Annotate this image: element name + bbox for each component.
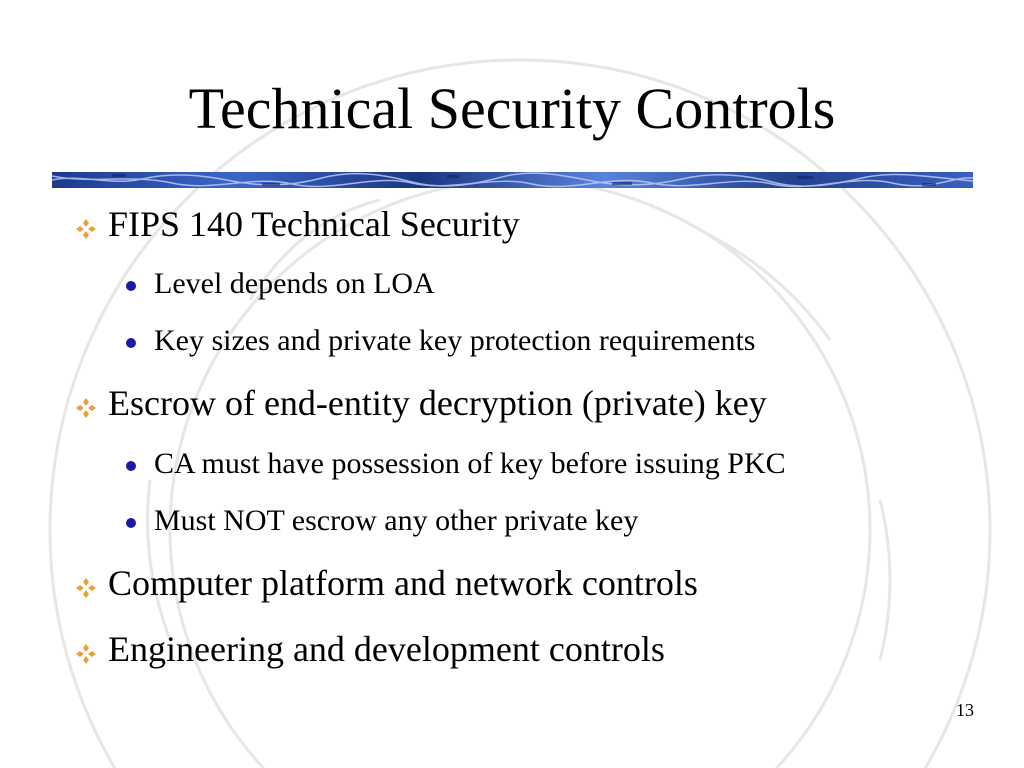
sub-bullet-text: Must NOT escrow any other private key [154,504,639,537]
dot-bullet-icon [126,518,136,528]
page-number: 13 [956,700,974,720]
sub-bullet-text: Key sizes and private key protection requirements [154,324,756,357]
diamond-bullet-icon [74,642,98,666]
sub-bullet-text: CA must have possession of key before issuing PKC [154,447,786,480]
dot-bullet-icon [126,281,136,291]
sub-bullet-text: Level depends on LOA [154,267,435,300]
bullet-text: Escrow of end-entity decryption (private) key [108,383,767,423]
diamond-bullet-icon [74,396,98,420]
diamond-bullet-icon [74,576,98,600]
bullet-text: Engineering and development controls [108,629,665,669]
bullet-text: Computer platform and network controls [108,563,698,603]
slide-title: Technical Security Controls [188,76,836,141]
dot-bullet-icon [126,338,136,348]
bullet-text: FIPS 140 Technical Security [108,204,520,244]
dot-bullet-icon [126,461,136,471]
diamond-bullet-icon [74,217,98,241]
